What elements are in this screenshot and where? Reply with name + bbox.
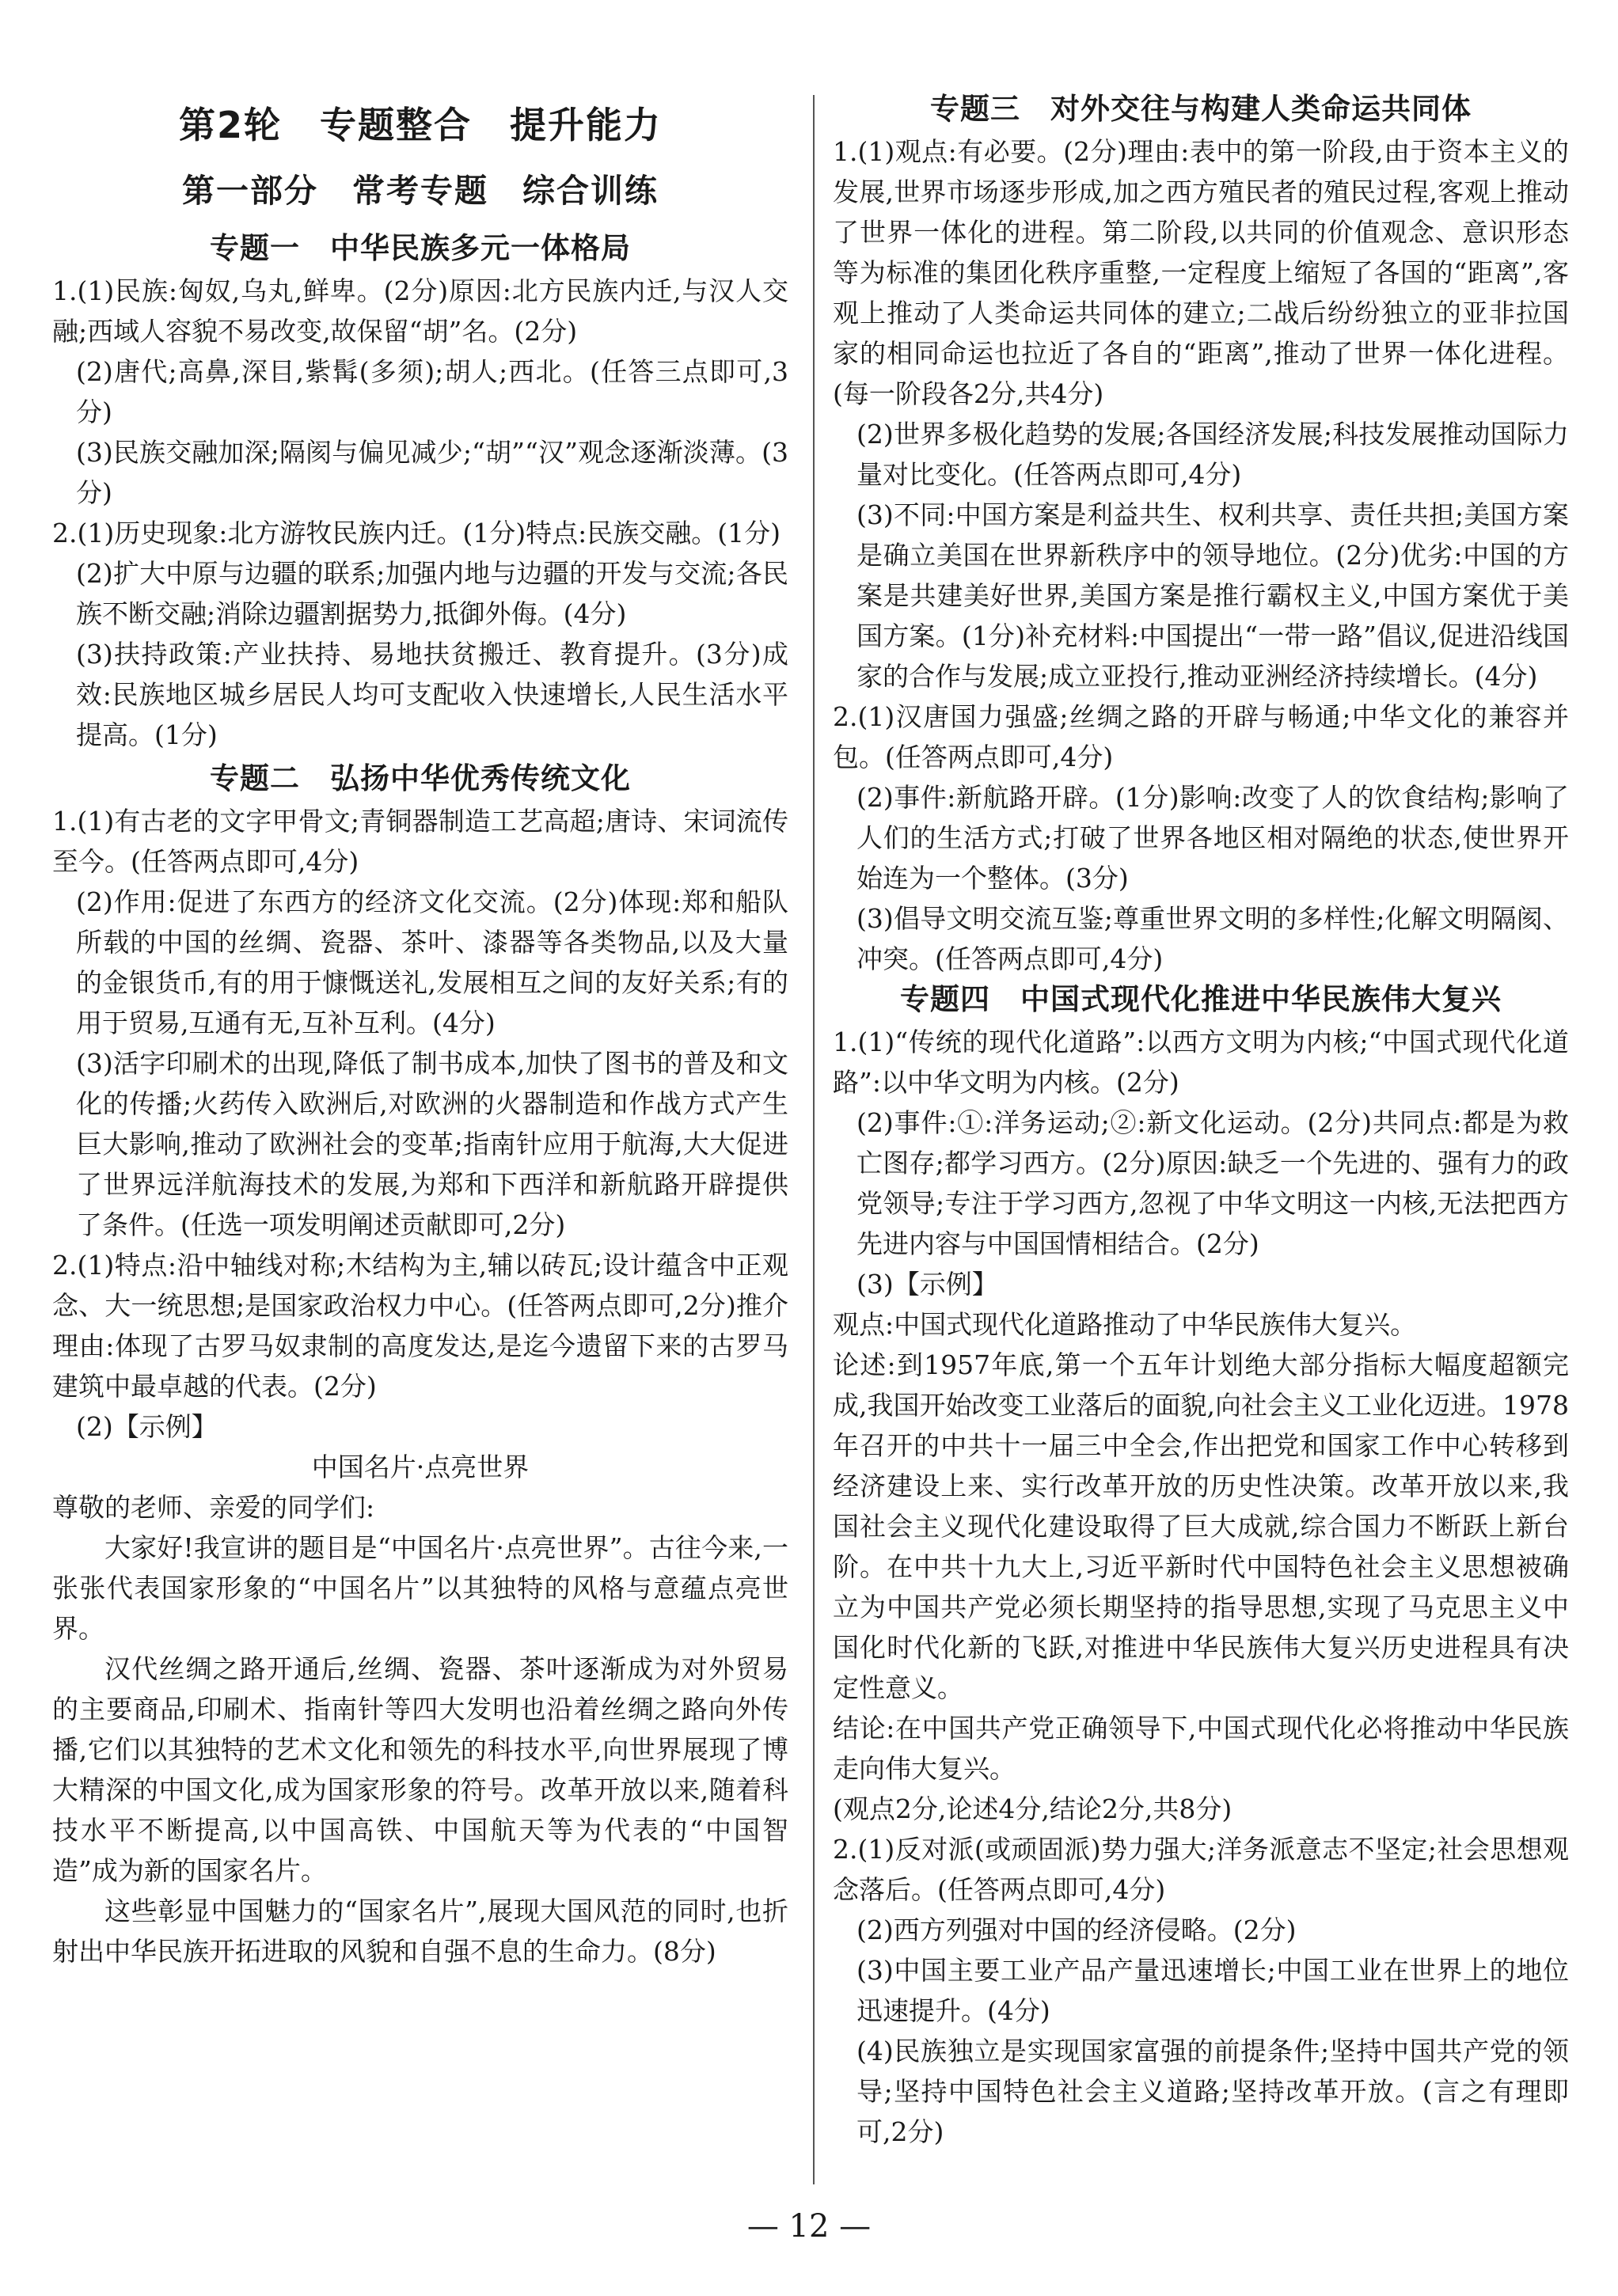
topic1-item: (2)唐代;高鼻,深目,紫髯(多须);胡人;西北。(任答三点即可,3分) bbox=[76, 356, 788, 427]
topic1-item: 2.(1)历史现象:北方游牧民族内迁。(1分)特点:民族交融。(1分) bbox=[52, 518, 781, 548]
essay-paragraph: 大家好!我宣讲的题目是“中国名片·点亮世界”。古往今来,一张张代表国家形象的“中国名片”以其独特的风格与意蕴点亮世界。 bbox=[52, 1532, 788, 1644]
essay-greeting: 尊敬的老师、亲爱的同学们: bbox=[52, 1492, 375, 1523]
essay-title: 中国名片·点亮世界 bbox=[311, 1452, 530, 1482]
right-column bbox=[833, 89, 1569, 2152]
topic3-heading: 专题三 对外交往与构建人类命运共同体 bbox=[930, 92, 1472, 126]
topic4-item: 2.(1)反对派(或顽固派)势力强大;洋务派意志不坚定;社会思想观念落后。(任答两点即可,4分) bbox=[833, 1834, 1569, 1905]
topic1-heading: 专题一 中华民族多元一体格局 bbox=[210, 231, 631, 265]
topic1-item: (2)扩大中原与边疆的联系;加强内地与边疆的开发与交流;各民族不断交融;消除边疆割据势力,抵御外侮。(4分) bbox=[76, 558, 788, 629]
topic4-heading: 专题四 中国式现代化推进中华民族伟大复兴 bbox=[900, 982, 1502, 1016]
topic2-heading: 专题二 弘扬中华优秀传统文化 bbox=[210, 761, 631, 795]
topic1-item: 1.(1)民族:匈奴,乌丸,鲜卑。(2分)原因:北方民族内迁,与汉人交融;西域人容貌不易改变,故保留“胡”名。(2分) bbox=[52, 275, 788, 347]
topic3-item: (2)世界多极化趋势的发展;各国经济发展;科技发展推动国际力量对比变化。(任答两点即可,4分) bbox=[856, 419, 1569, 490]
example-viewpoint: 观点:中国式现代化道路推动了中华民族伟大复兴。 bbox=[833, 1309, 1417, 1340]
topic4-item: (3)【示例】 bbox=[856, 1269, 998, 1300]
topic4-item: 1.(1)“传统的现代化道路”:以西方文明为内核;“中国式现代化道路”:以中华文明为内核。(2分) bbox=[833, 1027, 1569, 1098]
topic2-item: (3)活字印刷术的出现,降低了制书成本,加快了图书的普及和文化的传播;火药传入欧洲后,对欧洲的火器制造和作战方式产生巨大影响,推动了欧洲社会的变革;指南针应用于航海,大大促进了世界远洋航海技术的发展,为郑和下西洋和新航路开辟提供了条件。(任选一项发明阐述贡献即可,2分) bbox=[76, 1048, 788, 1240]
topic1-item: (3)民族交融加深;隔阂与偏见减少;“胡”“汉”观念逐渐淡薄。(3分) bbox=[76, 437, 788, 508]
topic2-item: 1.(1)有古老的文字甲骨文;青铜器制造工艺高超;唐诗、宋词流传至今。(任答两点即可,4分) bbox=[52, 806, 788, 877]
topic3-item: (2)事件:新航路开辟。(1分)影响:改变了人的饮食结构;影响了人们的生活方式;打破了世界各地区相对隔绝的状态,使世界开始连为一个整体。(3分) bbox=[856, 782, 1570, 894]
topic2-item: 2.(1)特点:沿中轴线对称;木结构为主,辅以砖瓦;设计蕴含中正观念、大一统思想;是国家政治权力中心。(任答两点即可,2分)推介理由:体现了古罗马奴隶制的高度发达,是迄今遗留下来的古罗马建筑中最卓越的代表。(2分) bbox=[52, 1250, 788, 1402]
topic2-item: (2)【示例】 bbox=[76, 1411, 218, 1442]
topic4-item: (2)西方列强对中国的经济侵略。(2分) bbox=[856, 1915, 1297, 1945]
column-divider bbox=[813, 95, 815, 2184]
round-title: 第2轮 专题整合 提升能力 bbox=[178, 104, 662, 146]
topic3-item: (3)倡导文明交流互鉴;尊重世界文明的多样性;化解文明隔阂、冲突。(任答两点即可,4分) bbox=[856, 903, 1569, 974]
topic2-item: (2)作用:促进了东西方的经济文化交流。(2分)体现:郑和船队所载的中国的丝绸、瓷器、茶叶、漆器等各类物品,以及大量的金银货币,有的用于慷慨送礼,发展相互之间的友好关系;有的用于贸易,互通有无,互补互利。(4分) bbox=[76, 886, 788, 1038]
topic3-item: (3)不同:中国方案是利益共生、权利共享、责任共担;美国方案是确立美国在世界新秩序中的领导地位。(2分)优劣:中国的方案是共建美好世界,美国方案是推行霸权主义,中国方案优于美国方案。(1分)补充材料:中国提出“一带一路”倡议,促进沿线国家的合作与发展;成立亚投行,推动亚洲经济持续增长。(4分) bbox=[856, 499, 1569, 692]
essay-paragraph: 汉代丝绸之路开通后,丝绸、瓷器、茶叶逐渐成为对外贸易的主要商品,印刷术、指南针等四大发明也沿着丝绸之路向外传播,它们以其独特的艺术文化和领先的科技水平,向世界展现了博大精深的中国文化,成为国家形象的符号。改革开放以来,随着科技水平不断提高,以中国高铁、中国航天等为代表的“中国智造”成为新的国家名片。 bbox=[52, 1653, 788, 1886]
topic4-item: (2)事件:①:洋务运动;②:新文化运动。(2分)共同点:都是为救亡图存;都学习西方。(2分)原因:缺乏一个先进的、强有力的政党领导;专注于学习西方,忽视了中华文明这一内核,无法把西方先进内容与中国国情相结合。(2分) bbox=[856, 1107, 1569, 1259]
page-number: — 12 — bbox=[746, 2208, 872, 2245]
example-conclusion: 结论:在中国共产党正确领导下,中国式现代化必将推动中华民族走向伟大复兴。 bbox=[833, 1713, 1569, 1784]
topic1-item: (3)扶持政策:产业扶持、易地扶贫搬迁、教育提升。(3分)成效:民族地区城乡居民人均可支配收入快速增长,人民生活水平提高。(1分) bbox=[76, 639, 788, 750]
topic4-item: (3)中国主要工业产品产量迅速增长;中国工业在世界上的地位迅速提升。(4分) bbox=[856, 1955, 1569, 2026]
left-column bbox=[52, 87, 788, 1972]
essay-paragraph: 这些彰显中国魅力的“国家名片”,展现大国风范的同时,也折射出中华民族开拓进取的风貌和自强不息的生命力。(8分) bbox=[52, 1896, 788, 1967]
example-argument: 论述:到1957年底,第一个五年计划绝大部分指标大幅度超额完成,我国开始改变工业落后的面貌,向社会主义工业化迈进。1978年召开的中共十一届三中全会,作出把党和国家工作中心转移到经济建设上来、实行改革开放的历史性决策。改革开放以来,我国社会主义现代化建设取得了巨大成就,综合国力不断跃上新台阶。在中共十九大上,习近平新时代中国特色社会主义思想被确立为中国共产党必须长期坚持的指导思想,实现了马克思主义中国化时代化新的飞跃,对推进中华民族伟大复兴历史进程具有决定性意义。 bbox=[833, 1349, 1569, 1703]
topic4-item: (4)民族独立是实现国家富强的前提条件;坚持中国共产党的领导;坚持中国特色社会主义道路;坚持改革开放。(言之有理即可,2分) bbox=[856, 2036, 1569, 2147]
topic3-item: 1.(1)观点:有必要。(2分)理由:表中的第一阶段,由于资本主义的发展,世界市场逐步形成,加之西方殖民者的殖民过程,客观上推动了世界一体化的进程。第二阶段,以共同的价值观念、意识形态等为标准的集团化秩序重整,一定程度上缩短了各国的“距离”,客观上推动了人类命运共同体的建立;二战后纷纷独立的亚非拉国家的相同命运也拉近了各自的“距离”,推动了世界一体化进程。(每一阶段各2分,共4分) bbox=[833, 136, 1569, 409]
part-title: 第一部分 常考专题 综合训练 bbox=[182, 172, 659, 210]
topic3-item: 2.(1)汉唐国力强盛;丝绸之路的开辟与畅通;中华文化的兼容并包。(任答两点即可,4分) bbox=[833, 701, 1569, 772]
example-scoring: (观点2分,论述4分,结论2分,共8分) bbox=[833, 1793, 1232, 1824]
